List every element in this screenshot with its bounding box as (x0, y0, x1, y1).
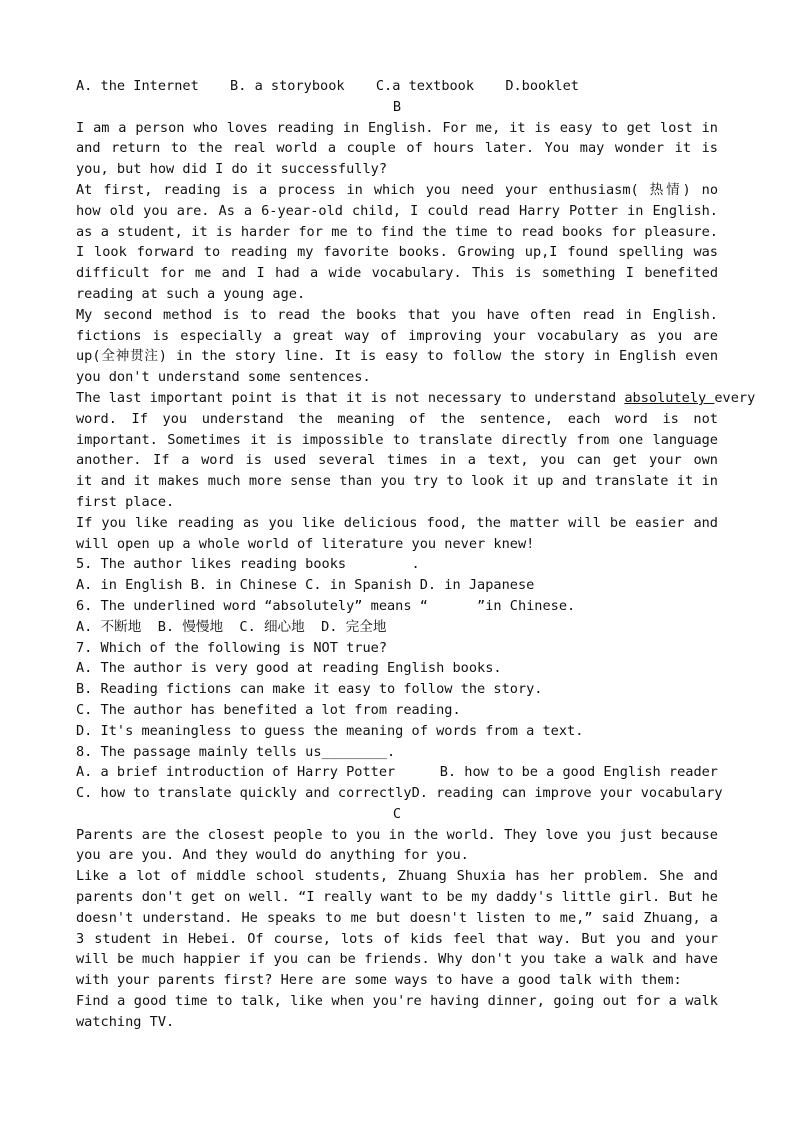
passage-c-line: doesn't understand. He speaks to me but doesn't listen to me,” said Zhuang, a (76, 909, 718, 926)
passage-c-line: Parents are the closest people to you in the world. They love you just because (76, 826, 718, 843)
passage-b-line: important. Sometimes it is impossible to translate directly from one language (76, 431, 718, 448)
question-8-options-row2 (76, 783, 723, 804)
text-segment: The last important point is that it is not necessary to understand (76, 389, 625, 406)
passage-b-line: will open up a whole world of literature you never knew! (76, 535, 535, 552)
passage-b-line: word. If you understand the meaning of the sentence, each word is not (76, 410, 718, 427)
question-6-options: A. 不断地 B. 慢慢地 C. 细心地 D. 完全地 (76, 618, 387, 635)
passage-c-line: Find a good time to talk, like when you're having dinner, going out for a walk (76, 993, 718, 1010)
question-7-option-c: C. The author has benefited a lot from reading. (76, 701, 461, 718)
passage-b-line: I look forward to reading my favorite books. Growing up,I found spelling was (76, 244, 718, 261)
section-c-heading: C (392, 805, 402, 822)
question-8: 8. The passage mainly tells us________. (76, 743, 396, 760)
option-c: C. how to translate quickly and correctly (76, 785, 412, 802)
question-4-options (76, 76, 579, 97)
passage-b-line: and return to the real world a couple of hours later. You may wonder it is (76, 140, 718, 157)
option-a: A. a brief introduction of Harry Potter (76, 764, 396, 781)
question-7: 7. Which of the following is NOT true? (76, 639, 387, 656)
passage-b-line: you, but how did I do it successfully? (76, 161, 387, 178)
passage-b-line-underlined (76, 388, 756, 409)
passage-b-line: If you like reading as you like delicious food, the matter will be easier and (76, 514, 718, 531)
passage-c-line: you are you. And they would do anything for you. (76, 847, 469, 864)
passage-c-line: Like a lot of middle school students, Zhuang Shuxia has her problem. She and (76, 868, 718, 885)
question-7-option-b: B. Reading fictions can make it easy to follow the story. (76, 681, 543, 698)
text-segment: every (714, 389, 756, 406)
passage-c-line: watching TV. (76, 1013, 175, 1030)
passage-b-line: My second method is to read the books that you have often read in English. (76, 306, 718, 323)
section-b-heading: B (392, 98, 402, 115)
passage-c-line: will be much happier if you can be friends. Why don't you take a walk and have (76, 951, 718, 968)
question-8-options-row1 (76, 762, 718, 783)
option-a: A. the Internet (76, 78, 199, 94)
passage-c-line: 3 student in Hebei. Of course, lots of kids feel that way. But you and your (76, 930, 718, 947)
passage-b-line: you don't understand some sentences. (76, 369, 371, 386)
question-5-options: A. in English B. in Chinese C. in Spanish D. in Japanese (76, 577, 535, 594)
passage-b-line: reading at such a young age. (76, 285, 306, 302)
passage-b-line: At first, reading is a process in which you need your enthusiasm( 热情) no (76, 181, 718, 198)
passage-b-line: it and it makes much more sense than you try to look it up and translate it in (76, 473, 718, 490)
passage-b-line: up(全神贯注) in the story line. It is easy to follow the story in English even (76, 348, 718, 365)
question-7-option-a: A. The author is very good at reading English books. (76, 660, 502, 677)
passage-c-line: parents don't get on well. “I really want to be my daddy's little girl. But he (76, 889, 718, 906)
passage-b-line: as a student, it is harder for me to find the time to read books for pleasure. (76, 223, 718, 240)
passage-b-line: fictions is especially a great way of improving your vocabulary as you are (76, 327, 718, 344)
passage-b-line: I am a person who loves reading in English. For me, it is easy to get lost in (76, 119, 718, 136)
option-c: C.a textbook (375, 78, 475, 94)
option-b: B. a storybook (230, 78, 345, 94)
passage-b-line: first place. (76, 493, 175, 510)
passage-b-line: difficult for me and I had a wide vocabulary. This is something I benefited (76, 265, 718, 282)
passage-c-line: with your parents first? Here are some ways to have a good talk with them: (76, 972, 682, 989)
passage-b-line: how old you are. As a 6-year-old child, I could read Harry Potter in English. (76, 202, 718, 219)
document-page (76, 76, 756, 1033)
option-b: B. how to be a good English reader (439, 764, 718, 781)
passage-b-line: another. If a word is used several times in a text, you can get your own (76, 452, 718, 469)
option-d: D.booklet (505, 78, 579, 94)
question-5: 5. The author likes reading books . (76, 556, 420, 573)
underlined-word: absolutely (624, 389, 715, 406)
option-d: D. reading can improve your vocabulary (411, 785, 723, 802)
question-7-option-d: D. It's meaningless to guess the meaning of words from a text. (76, 722, 584, 739)
question-6: 6. The underlined word “absolutely” means “ ”in Chinese. (76, 597, 576, 614)
